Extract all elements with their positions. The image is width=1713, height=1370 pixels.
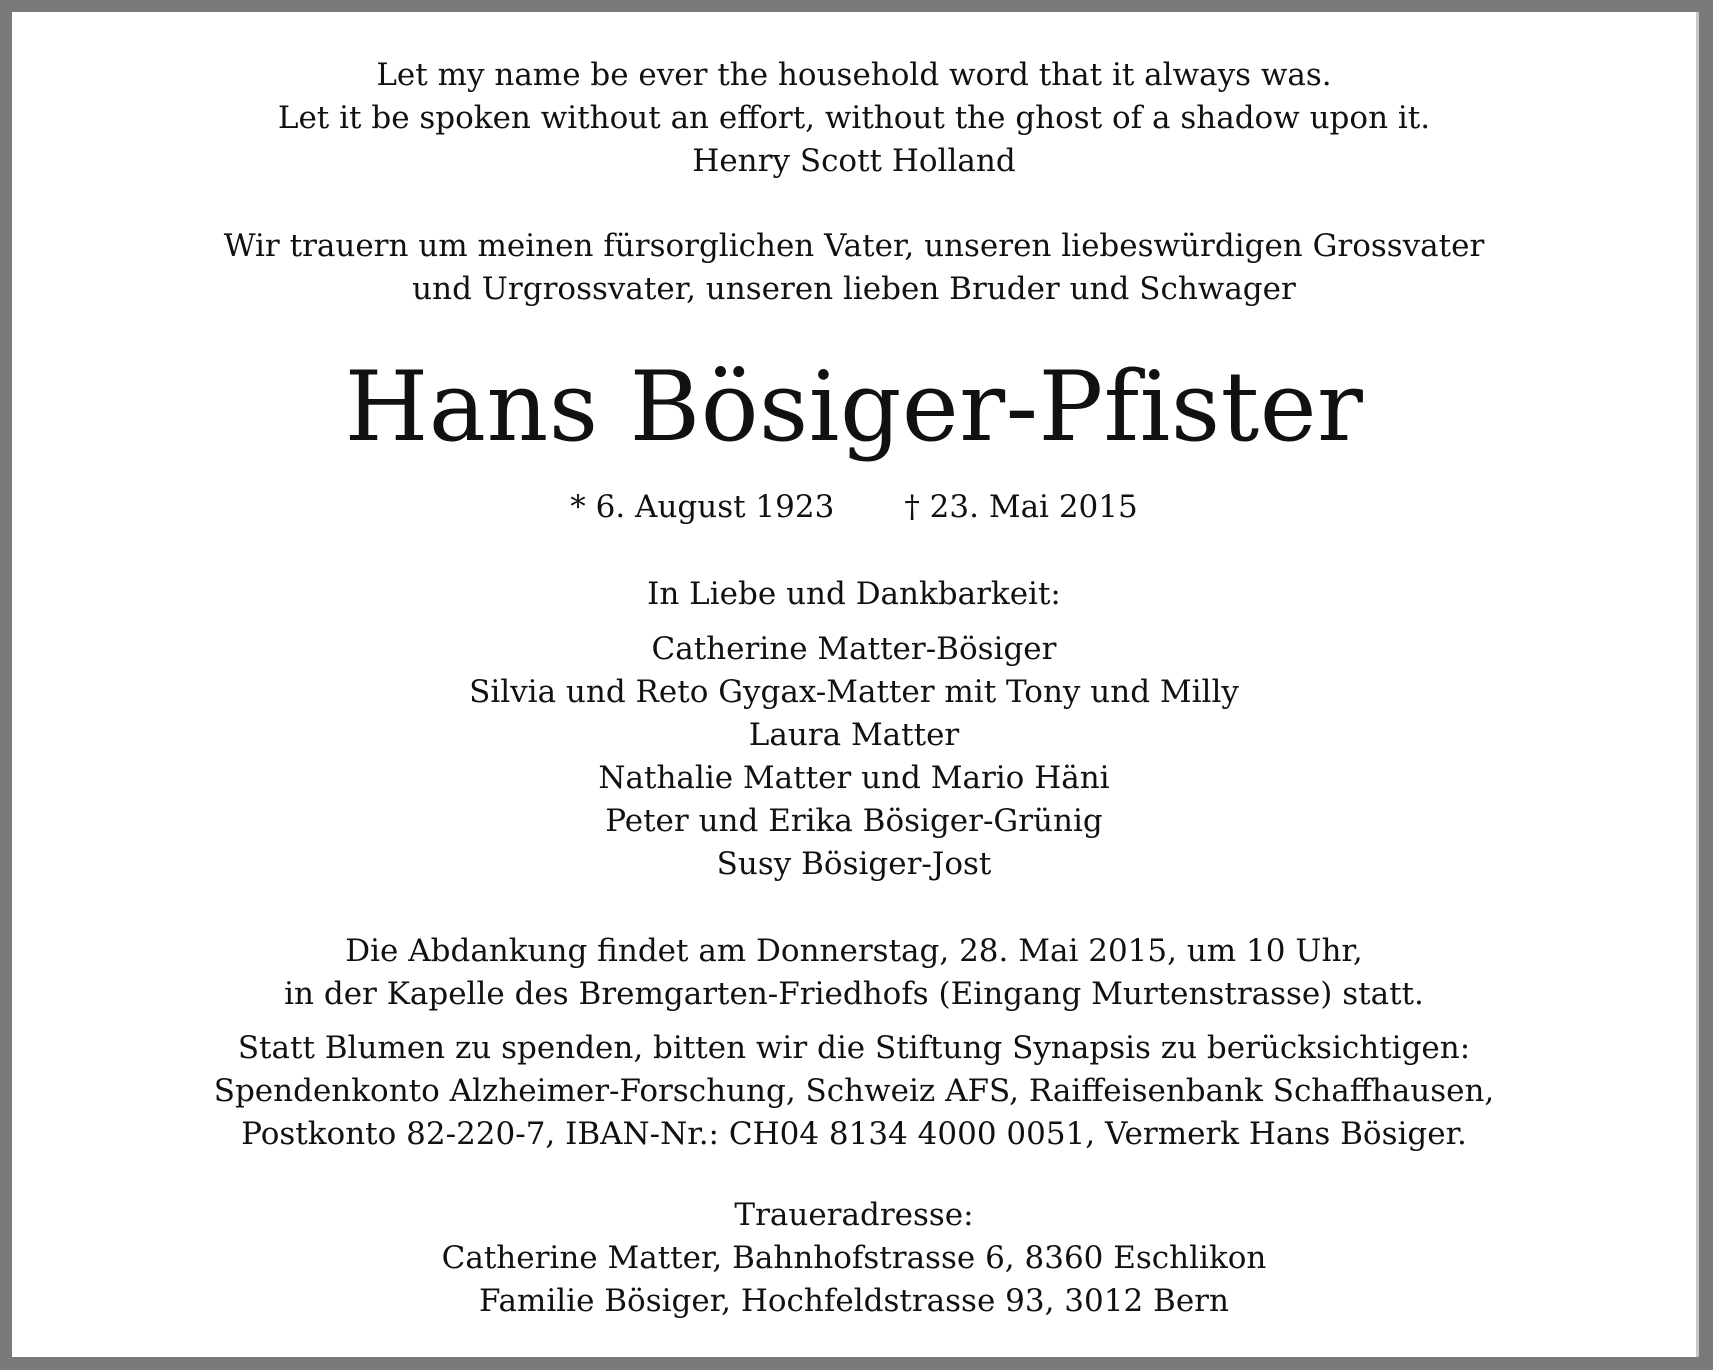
mourning-line: und Urgrossvater, unseren lieben Bruder und Schwager [412, 271, 1296, 307]
deceased-name-block [12, 352, 1696, 462]
family-member: Peter und Erika Bösiger-Grünig [605, 803, 1103, 839]
service-line: in der Kapelle des Bremgarten-Friedhofs (Eingang Murtenstrasse) statt. [284, 976, 1424, 1012]
family-heading: In Liebe und Dankbarkeit: [647, 576, 1061, 612]
donation-line: Statt Blumen zu spenden, bitten wir die Stiftung Synapsis zu berücksichtigen: [237, 1030, 1471, 1066]
family-member: Laura Matter [748, 717, 960, 753]
birth-date: * 6. August 1923 [570, 489, 835, 525]
donation-info [12, 1027, 1696, 1156]
address-heading: Traueradresse: [734, 1197, 974, 1233]
quote-author: Henry Scott Holland [692, 143, 1016, 179]
service-info [12, 930, 1696, 1016]
quote-line: Let it be spoken without an effort, without the ghost of a shadow upon it. [277, 100, 1431, 136]
family-member: Silvia und Reto Gygax-Matter mit Tony und Milly [469, 674, 1239, 710]
family-list [12, 628, 1696, 886]
death-date: † 23. Mai 2015 [904, 489, 1138, 525]
family-member: Nathalie Matter und Mario Häni [598, 760, 1110, 796]
quote-line: Let my name be ever the household word that it always was. [376, 57, 1332, 93]
quote-block [12, 54, 1696, 183]
address-line: Catherine Matter, Bahnhofstrasse 6, 8360 Eschlikon [441, 1240, 1267, 1276]
deceased-name: Hans Bösiger-Pfister [344, 351, 1364, 463]
family-heading-block [12, 573, 1696, 616]
family-member: Susy Bösiger-Jost [716, 846, 992, 882]
mourning-address [12, 1194, 1696, 1323]
life-dates [12, 486, 1696, 529]
address-line: Familie Bösiger, Hochfeldstrasse 93, 3012 Bern [479, 1283, 1229, 1319]
mourning-line: Wir trauern um meinen fürsorglichen Vater, unseren liebeswürdigen Grossvater [223, 228, 1485, 264]
donation-line: Spendenkonto Alzheimer-Forschung, Schweiz AFS, Raiffeisenbank Schaffhausen, [213, 1073, 1495, 1109]
family-member: Catherine Matter-Bösiger [651, 631, 1057, 667]
service-line: Die Abdankung findet am Donnerstag, 28. Mai 2015, um 10 Uhr, [345, 933, 1363, 969]
mourning-statement [12, 225, 1696, 311]
donation-line: Postkonto 82-220-7, IBAN-Nr.: CH04 8134 4000 0051, Vermerk Hans Bösiger. [241, 1116, 1467, 1152]
obituary-page [12, 12, 1699, 1357]
